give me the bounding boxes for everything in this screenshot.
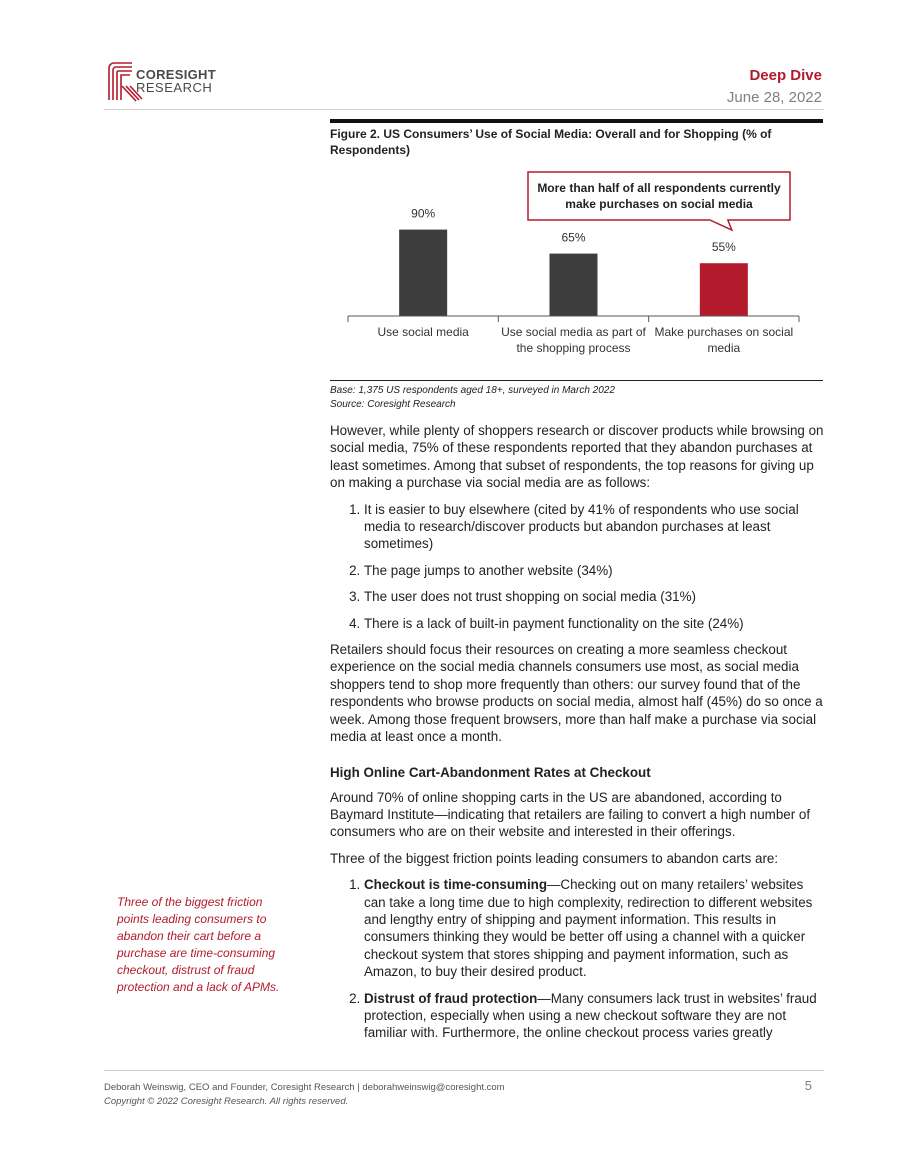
x-axis-ticks [348,316,799,322]
bar-1 [399,230,447,316]
figure-title: Figure 2. US Consumers’ Use of Social Media: Overall and for Shopping (% of Respondents) [330,127,772,157]
abandon-reasons-list [330,501,825,632]
intro-paragraph: However, while plenty of shoppers research or discover products while browsing on social media, 75% of these respondents reported that they abandon purchases at least sometimes. Among that subset of respondents, the top reasons for giving up on making a purchase via social media are as follows: [330,423,824,491]
bar-data-label: 65% [561,230,586,245]
figure-source-note: Source: Coresight Research [330,399,456,410]
list-item [364,990,825,1042]
section-heading: High Online Cart-Abandonment Rates at Checkout [330,764,651,780]
friction-title: Checkout is time-consuming [364,877,548,893]
paragraph-friction-intro: Three of the biggest friction points leading consumers to abandon carts are: [330,850,779,866]
list-item: 2. The page jumps to another website (34%) [364,562,825,579]
bar-data-label: 55% [711,240,736,255]
annotation-text-line: More than half of all respondents currently [537,181,781,195]
friction-points-list [330,876,825,1042]
page-number: 5 [804,1078,812,1093]
list-item: 1. It is easier to buy elsewhere (cited by 41% of respondents who use social media to research/discover products but abandon purchases at least sometimes) [364,501,825,553]
x-axis-tick-labels [377,325,793,355]
x-tick-label [654,325,793,355]
x-tick-label-line: media [707,341,741,355]
list-item: 4. There is a lack of built-in payment functionality on the site (24%) [364,615,825,632]
brand-name [136,68,216,94]
list-item: 3. The user does not trust shopping on social media (31%) [364,588,825,605]
brand-line2: RESEARCH [136,80,213,95]
list-item [364,876,825,980]
document-date: June 28, 2022 [726,89,822,106]
friction-title: Distrust of fraud protection [364,990,538,1006]
document-type: Deep Dive [749,67,822,84]
x-tick-label-line: Make purchases on social [654,325,794,339]
x-tick-label [501,325,646,355]
footer-divider [104,1070,824,1071]
bar-2 [550,254,598,316]
header-divider [104,109,824,110]
x-tick-label-line: Use social media as part of [501,325,646,339]
footer-copyright: Copyright © 2022 Coresight Research. All rights reserved. [104,1096,349,1107]
friction-text: —Many consumers lack trust in websites’ fraud protection, especially when using a new checkout software they are not familiar with. Furthermore, the online checkout process varies greatly [364,990,817,1041]
friction-text: —Checking out on many retailers’ websites can take a long time due to high complexity, redirection to different websites and lengthy entry of shipping and payment information. This results in consumers thinking they would be better off using a channel with a quicker checkout system that stores shipping and payment information, such as Amazon, to buy their desired product. [364,877,813,980]
brand-line1: CORESIGHT [136,67,216,82]
figure-bottom-rule [330,380,823,381]
sidebar-callout: Three of the biggest friction points leading consumers to abandon their cart before a purchase are time-consuming checkout, distrust of fraud protection and a lack of APMs. [117,895,280,994]
x-tick-label [377,325,469,339]
footer-author: Deborah Weinswig, CEO and Founder, Coresight Research | deborahweinswig@coresight.com [104,1082,505,1093]
x-tick-label-line: Use social media [377,325,469,339]
bar-data-label: 90% [411,206,436,221]
figure-base-note: Base: 1,375 US respondents aged 18+, surveyed in March 2022 [330,385,615,396]
article-body [330,422,825,1051]
bar-3 [700,263,748,316]
bar-chart [330,168,824,380]
chart-annotation [528,172,790,230]
figure-top-bar [330,119,823,123]
paragraph-cart-abandonment: Around 70% of online shopping carts in the US are abandoned, according to Baymard Institute—indicating that retailers are failing to convert a high number of consumers who are on their website and interested in their offerings. [330,789,811,840]
paragraph-retailers: Retailers should focus their resources on creating a more seamless checkout experience on the social media channels consumers use most, as social media shoppers tend to shop more frequently than others: our survey found that of the respondents who browse products on social media, almost half (45%) do so once a week. Among those frequent browsers, more than half make a purchase via social media at least once a month. [330,642,823,745]
annotation-text-line: make purchases on social media [565,197,753,211]
x-tick-label-line: the shopping process [516,341,631,355]
